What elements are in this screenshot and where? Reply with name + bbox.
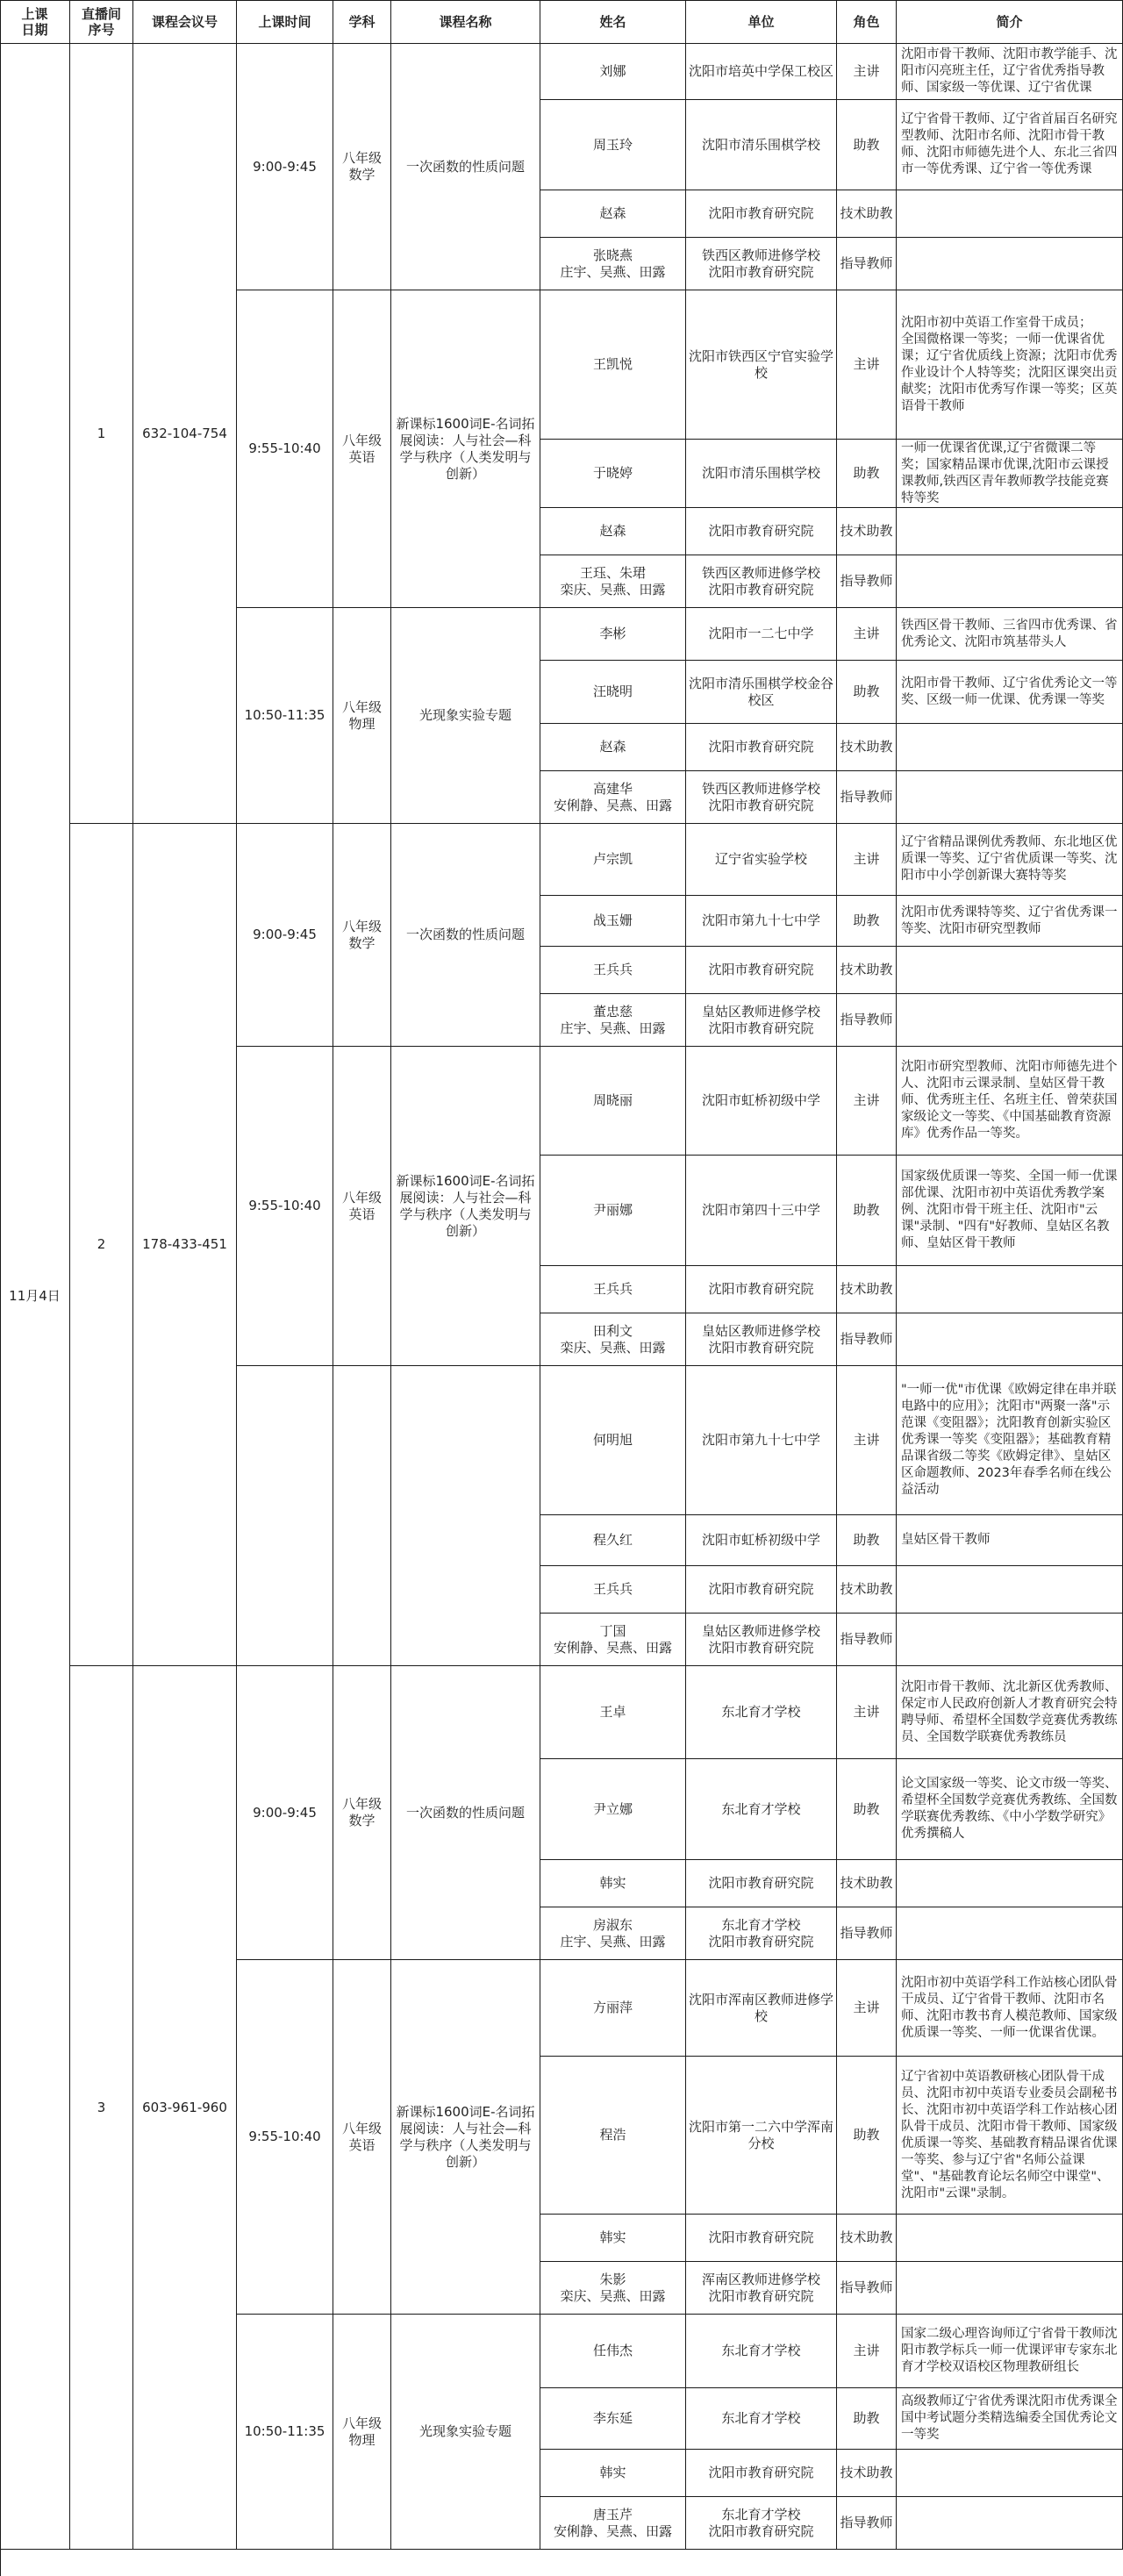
person-role: 技术助教: [837, 190, 897, 238]
meeting-number: 603-961-960: [133, 1666, 237, 2550]
person-role: 主讲: [837, 1666, 897, 1759]
session-time: [237, 1366, 333, 1666]
person-name: 董忠慈 庄宇、吴燕、田露: [540, 994, 686, 1047]
person-unit: 皇姑区教师进修学校 沈阳市教育研究院: [686, 1614, 837, 1666]
person-name: 张晓燕 庄宇、吴燕、田露: [540, 238, 686, 290]
person-unit: 沈阳市第一二六中学浑南分校: [686, 2057, 837, 2215]
person-unit: 东北育才学校: [686, 2388, 837, 2450]
person-intro: 沈阳市初中英语工作室骨干成员； 全国微格课一等奖；一师一优课省优课；辽宁省优质线上资源；沈阳市优秀作业设计个人特等奖；沈阳区课突出贡献奖；沈阳市优秀写作课一等奖；区英语骨干教师: [897, 290, 1123, 440]
person-role: 指导教师: [837, 1614, 897, 1666]
session-time: 9:55-10:40: [237, 290, 333, 608]
person-intro: [897, 1614, 1123, 1666]
person-role: 助教: [837, 100, 897, 190]
person-role: 助教: [837, 896, 897, 947]
person-intro: 沈阳市初中英语学科工作站核心团队骨干成员、辽宁省骨干教师、沈阳市名师、沈阳市教书育人模范教师、国家级优质课一等奖、一师一优课省优课。: [897, 1960, 1123, 2057]
session-time: 10:50-11:35: [237, 2315, 333, 2550]
person-name: 房淑东 庄宇、吴燕、田露: [540, 1907, 686, 1960]
person-role: 技术助教: [837, 2450, 897, 2497]
person-role: 主讲: [837, 44, 897, 100]
person-intro: [897, 508, 1123, 555]
person-unit: 沈阳市教育研究院: [686, 2450, 837, 2497]
person-intro: [897, 2497, 1123, 2550]
person-intro: 论文国家级一等奖、论文市级一等奖、希望杯全国数学竞赛优秀教练、全国数学联赛优秀教练、《中小学数学研究》优秀撰稿人: [897, 1759, 1123, 1860]
person-intro: 一师一优课省优课,辽宁省微课二等奖；国家精品课市优课,沈阳市云课授课教师,铁西区青年教师教学技能竞赛特等奖: [897, 440, 1123, 508]
person-unit: 沈阳市虹桥初级中学: [686, 1047, 837, 1156]
session-subject: 八年级 物理: [333, 608, 391, 824]
person-unit: 沈阳市清乐围棋学校金谷校区: [686, 661, 837, 724]
person-unit: 铁西区教师进修学校 沈阳市教育研究院: [686, 555, 837, 608]
session-subject: 八年级 数学: [333, 44, 391, 290]
person-intro: [897, 2215, 1123, 2262]
session-subject: 八年级 数学: [333, 824, 391, 1047]
person-intro: [897, 724, 1123, 771]
person-intro: [897, 771, 1123, 824]
session-subject: 八年级 物理: [333, 2315, 391, 2550]
person-role: 助教: [837, 2057, 897, 2215]
person-intro: 皇姑区骨干教师: [897, 1515, 1123, 1566]
person-unit: 沈阳市第九十七中学: [686, 1366, 837, 1515]
person-intro: [897, 2450, 1123, 2497]
person-role: 技术助教: [837, 1566, 897, 1614]
person-role: 主讲: [837, 1366, 897, 1515]
person-unit: 东北育才学校: [686, 1666, 837, 1759]
person-role: 技术助教: [837, 724, 897, 771]
person-name: 周晓丽: [540, 1047, 686, 1156]
person-role: 助教: [837, 2388, 897, 2450]
person-role: 指导教师: [837, 555, 897, 608]
person-intro: 沈阳市骨干教师、辽宁省优秀论文一等奖、区级一师一优课、优秀课一等奖: [897, 661, 1123, 724]
person-unit: 沈阳市教育研究院: [686, 2215, 837, 2262]
session-course: 新课标1600词E-名词拓展阅读：人与社会—科学与秩序（人类发明与创新）: [391, 290, 540, 608]
session-time: 9:00-9:45: [237, 1666, 333, 1960]
session-course: 一次函数的性质问题: [391, 44, 540, 290]
person-intro: [897, 238, 1123, 290]
header-meeting-no: 课程会议号: [133, 0, 237, 44]
session-course: 光现象实验专题: [391, 2315, 540, 2550]
session-course: [391, 1366, 540, 1666]
person-role: 技术助教: [837, 947, 897, 994]
header-role: 角色: [837, 0, 897, 44]
person-intro: [897, 1313, 1123, 1366]
person-role: 技术助教: [837, 508, 897, 555]
person-name: 周玉玲: [540, 100, 686, 190]
person-role: 主讲: [837, 824, 897, 896]
person-unit: 沈阳市铁西区宁官实验学校: [686, 290, 837, 440]
person-name: 尹立娜: [540, 1759, 686, 1860]
person-name: 王兵兵: [540, 1566, 686, 1614]
session-course: 一次函数的性质问题: [391, 1666, 540, 1960]
person-unit: 沈阳市第九十七中学: [686, 896, 837, 947]
person-name: 王珏、朱珺 栾庆、吴燕、田露: [540, 555, 686, 608]
class-date: 11月4日: [0, 44, 70, 2550]
person-name: 方丽萍: [540, 1960, 686, 2057]
header-course: 课程名称: [391, 0, 540, 44]
person-intro: 辽宁省初中英语教研核心团队骨干成员、沈阳市初中英语专业委员会副秘书长、沈阳市初中英语学科工作站核心团队骨干成员、沈阳市骨干教师、国家级优质课一等奖、基础教育精品课省优课一等奖、参与辽宁省"名师公益课堂"、"基础教育论坛名师空中课堂"、沈阳市"云课"录制。: [897, 2057, 1123, 2215]
person-role: 指导教师: [837, 1907, 897, 1960]
person-unit: 皇姑区教师进修学校 沈阳市教育研究院: [686, 994, 837, 1047]
person-unit: 沈阳市教育研究院: [686, 190, 837, 238]
person-name: 丁国 安俐静、吴燕、田露: [540, 1614, 686, 1666]
person-intro: 辽宁省骨干教师、辽宁省首届百名研究型教师、沈阳市名师、沈阳市骨干教师、沈阳市师德先进个人、东北三省四市一等优秀课、辽宁省一等优秀课: [897, 100, 1123, 190]
person-intro: [897, 994, 1123, 1047]
person-intro: 国家级优质课一等奖、全国一师一优课部优课、沈阳市初中英语优秀教学案例、沈阳市骨干班主任、沈阳市"云课"录制、"四有"好教师、皇姑区名教师、皇姑区骨干教师: [897, 1156, 1123, 1266]
person-intro: [897, 1907, 1123, 1960]
session-course: 新课标1600词E-名词拓展阅读：人与社会—科学与秩序（人类发明与创新）: [391, 1047, 540, 1366]
session-time: 9:55-10:40: [237, 1047, 333, 1366]
person-role: 技术助教: [837, 1266, 897, 1313]
person-intro: [897, 1566, 1123, 1614]
person-unit: 沈阳市清乐围棋学校: [686, 440, 837, 508]
person-role: 主讲: [837, 1047, 897, 1156]
session-subject: 八年级 英语: [333, 1047, 391, 1366]
person-unit: 东北育才学校 沈阳市教育研究院: [686, 1907, 837, 1960]
header-subject: 学科: [333, 0, 391, 44]
person-unit: 沈阳市一二七中学: [686, 608, 837, 661]
person-name: 程浩: [540, 2057, 686, 2215]
person-intro: [897, 190, 1123, 238]
person-name: 战玉姗: [540, 896, 686, 947]
session-subject: 八年级 数学: [333, 1666, 391, 1960]
person-intro: 沈阳市优秀课特等奖、辽宁省优秀课一等奖、沈阳市研究型教师: [897, 896, 1123, 947]
person-role: 指导教师: [837, 1313, 897, 1366]
person-intro: 沈阳市骨干教师、沈北新区优秀教师、保定市人民政府创新人才教育研究会特聘导师、希望杯全国数学竞赛优秀教练员、全国数学联赛优秀教练员: [897, 1666, 1123, 1759]
person-intro: [897, 2262, 1123, 2315]
person-role: 助教: [837, 1515, 897, 1566]
person-unit: 东北育才学校: [686, 1759, 837, 1860]
person-unit: 沈阳市虹桥初级中学: [686, 1515, 837, 1566]
person-unit: 东北育才学校 沈阳市教育研究院: [686, 2497, 837, 2550]
session-time: 9:00-9:45: [237, 824, 333, 1047]
person-name: 朱影 栾庆、吴燕、田露: [540, 2262, 686, 2315]
session-subject: 八年级 英语: [333, 1960, 391, 2315]
person-intro: 高级教师辽宁省优秀课沈阳市优秀课全国中考试题分类精选编委全国优秀论文一等奖: [897, 2388, 1123, 2450]
person-name: 韩实: [540, 2215, 686, 2262]
person-role: 助教: [837, 1156, 897, 1266]
person-role: 主讲: [837, 1960, 897, 2057]
person-unit: 沈阳市培英中学保工校区: [686, 44, 837, 100]
person-intro: [897, 947, 1123, 994]
person-name: 王卓: [540, 1666, 686, 1759]
person-unit: 浑南区教师进修学校 沈阳市教育研究院: [686, 2262, 837, 2315]
person-unit: 辽宁省实验学校: [686, 824, 837, 896]
person-role: 技术助教: [837, 2215, 897, 2262]
header-name: 姓名: [540, 0, 686, 44]
person-unit: 沈阳市教育研究院: [686, 1860, 837, 1907]
person-intro: [897, 1860, 1123, 1907]
session-time: 9:55-10:40: [237, 1960, 333, 2315]
person-intro: 辽宁省精品课例优秀教师、东北地区优质课一等奖、辽宁省优质课一等奖、沈阳市中小学创新课大赛特等奖: [897, 824, 1123, 896]
person-role: 指导教师: [837, 994, 897, 1047]
person-role: 主讲: [837, 608, 897, 661]
person-unit: 沈阳市教育研究院: [686, 508, 837, 555]
header-time: 上课时间: [237, 0, 333, 44]
session-subject: [333, 1366, 391, 1666]
person-name: 王兵兵: [540, 947, 686, 994]
person-name: 韩实: [540, 2450, 686, 2497]
person-unit: 沈阳市清乐围棋学校: [686, 100, 837, 190]
person-unit: 沈阳市教育研究院: [686, 1266, 837, 1313]
room-number: 1: [70, 44, 133, 824]
person-name: 唐玉芹 安俐静、吴燕、田露: [540, 2497, 686, 2550]
session-course: 光现象实验专题: [391, 608, 540, 824]
person-role: 主讲: [837, 2315, 897, 2388]
header-date: 上课 日期: [0, 0, 70, 44]
room-number: 3: [70, 1666, 133, 2550]
session-time: 9:00-9:45: [237, 44, 333, 290]
session-time: 10:50-11:35: [237, 608, 333, 824]
person-name: 任伟杰: [540, 2315, 686, 2388]
person-intro: 铁西区骨干教师、三省四市优秀课、省优秀论文、沈阳市筑基带头人: [897, 608, 1123, 661]
room-number: 2: [70, 824, 133, 1666]
session-course: 新课标1600词E-名词拓展阅读：人与社会—科学与秩序（人类发明与创新）: [391, 1960, 540, 2315]
person-role: 技术助教: [837, 1860, 897, 1907]
person-role: 助教: [837, 661, 897, 724]
person-unit: 东北育才学校: [686, 2315, 837, 2388]
person-name: 卢宗凯: [540, 824, 686, 896]
person-name: 程久红: [540, 1515, 686, 1566]
person-name: 王凯悦: [540, 290, 686, 440]
person-unit: 沈阳市教育研究院: [686, 724, 837, 771]
header-intro: 简介: [897, 0, 1123, 44]
person-name: 于晓婷: [540, 440, 686, 508]
person-intro: [897, 1266, 1123, 1313]
person-name: 韩实: [540, 1860, 686, 1907]
person-name: 尹丽娜: [540, 1156, 686, 1266]
person-intro: 国家二级心理咨询师辽宁省骨干教师沈阳市教学标兵一师一优课评审专家东北育才学校双语校区物理教研组长: [897, 2315, 1123, 2388]
header-unit: 单位: [686, 0, 837, 44]
person-name: 赵森: [540, 190, 686, 238]
session-subject: 八年级 英语: [333, 290, 391, 608]
person-role: 主讲: [837, 290, 897, 440]
person-role: 助教: [837, 440, 897, 508]
person-name: 王兵兵: [540, 1266, 686, 1313]
person-unit: 皇姑区教师进修学校 沈阳市教育研究院: [686, 1313, 837, 1366]
session-course: 一次函数的性质问题: [391, 824, 540, 1047]
person-name: 高建华 安俐静、吴燕、田露: [540, 771, 686, 824]
person-unit: 铁西区教师进修学校 沈阳市教育研究院: [686, 238, 837, 290]
person-unit: 沈阳市第四十三中学: [686, 1156, 837, 1266]
person-intro: [897, 555, 1123, 608]
person-name: 汪晓明: [540, 661, 686, 724]
person-role: 指导教师: [837, 2497, 897, 2550]
person-name: 刘娜: [540, 44, 686, 100]
person-unit: 沈阳市浑南区教师进修学校: [686, 1960, 837, 2057]
person-name: 何明旭: [540, 1366, 686, 1515]
person-name: 田利文 栾庆、吴燕、田露: [540, 1313, 686, 1366]
meeting-number: 632-104-754: [133, 44, 237, 824]
person-role: 指导教师: [837, 2262, 897, 2315]
person-unit: 沈阳市教育研究院: [686, 1566, 837, 1614]
person-name: 李东延: [540, 2388, 686, 2450]
meeting-number: 178-433-451: [133, 824, 237, 1666]
person-name: 赵森: [540, 724, 686, 771]
person-unit: 铁西区教师进修学校 沈阳市教育研究院: [686, 771, 837, 824]
header-room-no: 直播间 序号: [70, 0, 133, 44]
person-role: 指导教师: [837, 771, 897, 824]
person-unit: 沈阳市教育研究院: [686, 947, 837, 994]
person-intro: "一师一优"市优课《欧姆定律在串并联电路中的应用》；沈阳市"两聚一落"示范课《变阻器》；沈阳教育创新实验区优秀课一等奖《变阻器》；基础教育精品课省级二等奖《欧姆定律》、皇姑区区命题教师、2023年春季名师在线公益活动: [897, 1366, 1123, 1515]
person-role: 助教: [837, 1759, 897, 1860]
person-intro: 沈阳市骨干教师、沈阳市教学能手、沈阳市闪亮班主任，辽宁省优秀指导教师、国家级一等优课、辽宁省优课: [897, 44, 1123, 100]
person-name: 李彬: [540, 608, 686, 661]
person-intro: 沈阳市研究型教师、沈阳市师德先进个人、沈阳市云课录制、皇姑区骨干教师、优秀班主任、名班主任、曾荣获国家级论文一等奖、《中国基础教育资源库》优秀作品一等奖。: [897, 1047, 1123, 1156]
person-name: 赵森: [540, 508, 686, 555]
person-role: 指导教师: [837, 238, 897, 290]
